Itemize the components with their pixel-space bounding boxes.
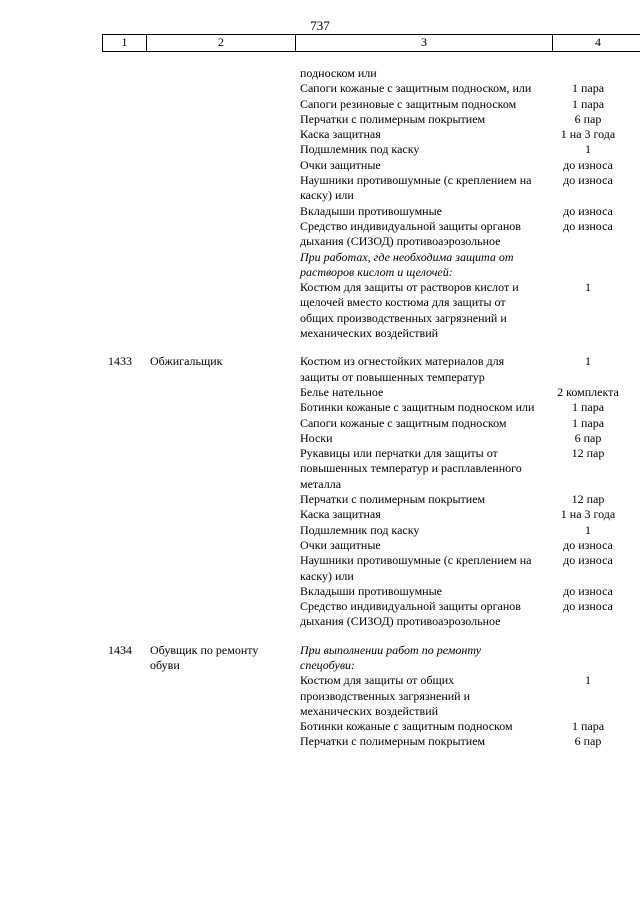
- ppe-item: Наушники противошумные (с креплением на каску) или: [300, 553, 532, 583]
- ppe-item: Перчатки с полимерным покрытием: [300, 492, 486, 507]
- column-header-4: 4: [595, 35, 601, 49]
- issue-norm: 1: [585, 673, 591, 688]
- ppe-item: Носки: [300, 430, 333, 445]
- table-row: [0, 204, 640, 219]
- ppe-item: подноском или: [300, 66, 377, 80]
- ppe-item: Подшлемник под каску: [300, 522, 420, 537]
- table-row: [0, 66, 640, 81]
- table-row: [0, 280, 640, 341]
- table-row: [0, 523, 640, 538]
- issue-norm: 1 на 3 года: [560, 507, 616, 522]
- ppe-item: Средство индивидуальной защиты органов дыхания (СИЗОД) противоаэрозольное: [300, 218, 521, 249]
- issue-norm: до износа: [563, 599, 613, 614]
- table-row: [0, 127, 640, 142]
- table-row: [0, 112, 640, 127]
- table-row: [0, 599, 640, 630]
- issue-norm: 1 на 3 года: [560, 127, 616, 142]
- issue-norm: до износа: [563, 553, 613, 568]
- issue-norm: до износа: [563, 173, 613, 188]
- issue-norm: до износа: [563, 218, 613, 233]
- issue-norm: 1 пара: [571, 96, 605, 111]
- column-header-1: 1: [103, 35, 147, 51]
- table-row: [0, 719, 640, 734]
- table-row: [0, 173, 640, 204]
- issue-norm: 1: [585, 354, 591, 369]
- issue-norm: до износа: [563, 157, 613, 172]
- table-row: [0, 507, 640, 522]
- ppe-item: Перчатки с полимерным покрытием: [300, 111, 486, 126]
- ppe-item: Перчатки с полимерным покрытием: [300, 734, 486, 749]
- table-row: [0, 734, 640, 749]
- table-row: [0, 673, 640, 719]
- issue-norm: 12 пар: [571, 492, 605, 507]
- issue-norm: до износа: [563, 537, 613, 552]
- ppe-item: Сапоги кожаные с защитным подноском: [300, 415, 507, 430]
- issue-norm: до износа: [563, 203, 613, 218]
- table-row: [0, 385, 640, 400]
- ppe-item: Вкладыши противошумные: [300, 583, 442, 598]
- profession-name: Обжигальщик: [150, 354, 223, 369]
- issue-norm: 1: [585, 280, 591, 295]
- table-row: [0, 553, 640, 584]
- table-row: [0, 446, 640, 492]
- ppe-item: Подшлемник под каску: [300, 142, 420, 157]
- column-header-2: 2: [147, 35, 296, 51]
- issue-norm: 1: [585, 522, 591, 537]
- table-row: [0, 492, 640, 507]
- issue-norm: до износа: [563, 583, 613, 598]
- issue-norm: 6 пар: [574, 734, 602, 749]
- ppe-item: Вкладыши противошумные: [300, 203, 442, 218]
- issue-norm: 2 комплекта: [557, 384, 619, 399]
- ppe-item: Костюм для защиты от растворов кислот и щелочей вместо костюма для защиты от общих производственных загрязнений и механических воздействий: [300, 280, 519, 341]
- table-row: [0, 400, 640, 415]
- table-row: [0, 250, 640, 281]
- ppe-item: Сапоги кожаные с защитным подноском, или: [300, 81, 532, 96]
- ppe-item: Средство индивидуальной защиты органов дыхания (СИЗОД) противоаэрозольное: [300, 599, 521, 629]
- ppe-item: При выполнении работ по ремонту спецобуви:: [300, 642, 482, 672]
- ppe-item: Костюм из огнестойких материалов для защиты от повышенных температур: [300, 354, 505, 384]
- page-number: 737: [310, 18, 330, 33]
- table-row: [0, 158, 640, 173]
- table-row: [0, 643, 640, 674]
- row-spacer: [0, 341, 640, 354]
- issue-norm: 6 пар: [574, 111, 602, 126]
- issue-norm: 1 пара: [571, 400, 605, 415]
- ppe-item: Каска защитная: [300, 507, 381, 522]
- table-row: [0, 219, 640, 250]
- ppe-item: При работах, где необходима защита от растворов кислот и щелочей:: [300, 249, 514, 279]
- table-row: [0, 97, 640, 112]
- item-number: 1433: [108, 354, 132, 369]
- ppe-item: Очки защитные: [300, 157, 381, 172]
- table-body: [0, 66, 640, 750]
- table-row: [0, 81, 640, 96]
- ppe-item: Сапоги резиновые с защитным подноском: [300, 96, 517, 111]
- table-row: [0, 416, 640, 431]
- profession-name: Обувщик по ремонту обуви: [150, 642, 259, 672]
- ppe-item: Очки защитные: [300, 537, 381, 552]
- issue-norm: 12 пар: [571, 446, 605, 461]
- column-header-row: [102, 34, 640, 52]
- table-row: [0, 142, 640, 157]
- table-row: [0, 431, 640, 446]
- ppe-item: Белье нательное: [300, 384, 384, 399]
- ppe-item: Каска защитная: [300, 127, 381, 142]
- item-number: 1434: [108, 642, 132, 657]
- issue-norm: 1: [585, 142, 591, 157]
- table-row: [0, 538, 640, 553]
- issue-norm: 1 пара: [571, 415, 605, 430]
- column-header-3: 3: [296, 35, 553, 51]
- ppe-item: Ботинки кожаные с защитным подноском: [300, 719, 513, 734]
- issue-norm: 1 пара: [571, 81, 605, 96]
- ppe-item: Рукавицы или перчатки для защиты от повышенных температур и расплавленного металла: [300, 446, 522, 491]
- issue-norm: 6 пар: [574, 430, 602, 445]
- table-row: [0, 354, 640, 385]
- ppe-item: Ботинки кожаные с защитным подноском или: [300, 400, 535, 415]
- row-spacer: [0, 630, 640, 643]
- table-row: [0, 584, 640, 599]
- ppe-item: Костюм для защиты от общих производственных загрязнений и механических воздействий: [300, 673, 471, 718]
- ppe-item: Наушники противошумные (с креплением на каску) или: [300, 173, 532, 203]
- issue-norm: 1 пара: [571, 719, 605, 734]
